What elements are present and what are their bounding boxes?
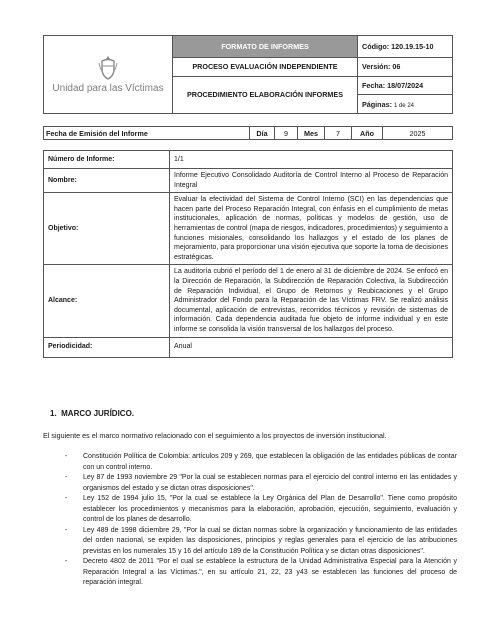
info-key: Nombre: [44,169,170,193]
emission-date-row [43,126,453,140]
list-item-text: Ley 87 de 1993 noviembre 29 "Por la cual se establecen normas para el ejercicio del control interno en las entidades y organismos del estado y se dictan otras disposiciones". [83,474,457,492]
info-key: Periodicidad: [44,337,170,357]
day-label: Día [250,127,275,140]
org-logo-text: Unidad para las Víctimas [52,83,164,94]
info-value: La auditoría cubrió el período del 1 de enero al 31 de diciembre de 2024. Se enfocó en la Dirección de Reparación, la Subdirección de Reparación Colectiva, la Subdirección de Reparación Individual, el Grupo de Retornos y Reubicaciones y el Grupo Administrador del Fondo para la Reparación de las Víctimas FRV. Se realizó análisis documental, aplicación de entrevistas, recorridos técnicos y revisión de sistemas de información. Cada dependencia auditada fue objeto de informe individual y en este informe se consolida la visión transversal de los hallazgos del proceso. [170,265,453,337]
intro-paragraph: El siguiente es el marco normativo relacionado con el seguimiento a los proyectos de inversión institucional. [43,431,387,440]
list-bullet: - [65,474,68,481]
form-title: FORMATO DE INFORMES [173,36,358,58]
month-value: 7 [325,127,352,140]
year-label: Año [352,127,383,140]
list-item [65,557,457,589]
info-value: Informe Ejecutivo Consolidado Auditoría de Control Interno al Proceso de Reparación Integral [170,169,453,193]
info-key: Objetivo: [44,193,170,265]
logo-cell [44,36,173,114]
info-value: Evaluar la efectividad del Sistema de Control Interno (SCI) en las dependencias que hacen parte del Proceso Reparación Integral, con énfasis en el cumplimiento de metas institucionales, aplicación de normas, políticas y modelos de gestión, uso de herramientas de control (mapa de riesgos, indicadores, procedimientos) y seguimiento a funciones misionales, consolidando los hallazgos y el estado de los planes de mejoramiento, para proporcionar una visión ejecutiva que soporte la toma de decisiones estratégicas. [170,193,453,265]
pages-label: Páginas: [362,99,392,109]
form-date: Fecha: 18/07/2024 [358,76,453,95]
coat-of-arms-icon [97,55,119,81]
info-key: Número de Informe: [44,151,170,169]
process-name: PROCESO EVALUACIÓN INDEPENDIENTE [173,58,358,77]
info-key: Alcance: [44,265,170,337]
section-number: 1. [50,409,57,418]
list-bullet: - [65,495,68,502]
pages-value: 1 de 24 [393,102,414,109]
page-count [358,95,453,114]
section-heading [50,409,134,418]
list-bullet: - [65,558,68,565]
emission-label: Fecha de Emisión del Informe [44,127,250,140]
info-row [44,169,453,193]
list-item-text: Constitución Política de Colombia: artículos 209 y 269, que establecen la obligación de las entidades públicas de contar con un control interno. [83,453,457,471]
list-item-text: Ley 152 de 1994 julio 15, "Por la cual se establece la Ley Orgánica del Plan de Desarrollo". Tiene como propósito establecer los procedimientos y mecanismos para la elaboración, aprobación, ejecución, seguimiento, evaluación y control de los planes de desarrollo. [83,495,457,523]
form-version: Versión: 06 [358,58,453,77]
list-bullet: - [65,526,68,534]
info-value: 1/1 [170,151,453,169]
form-code: Código: 120.19.15-10 [358,36,453,58]
info-row [44,265,453,337]
list-item-text: Decreto 4802 de 2011 "Por el cual se establece la estructura de la Unidad Administrativa Especial para la Atención y Reparación Integral a las Víctimas.", en su artículo 21, 22, 23 y43 se establecen las funciones del proceso de reparación integral. [83,558,457,586]
section-title: MARCO JURÍDICO. [61,409,135,418]
list-item [65,494,457,526]
list-item [65,473,457,494]
list-item [65,526,457,558]
info-row [44,151,453,169]
info-row [44,337,453,357]
info-row [44,193,453,265]
day-value: 9 [275,127,298,140]
list-bullet: - [65,453,68,460]
document-header [43,35,453,114]
month-label: Mes [298,127,325,140]
report-info-table [43,150,453,358]
list-item-text: Ley 489 de 1998 diciembre 29, "Por la cual se dictan normas sobre la organización y funcionamiento de las entidades del orden nacional, se expiden las disposiciones, principios y reglas generales para el ejercicio de las atribuciones previstas en los numerales 15 y 16 del artículo 189 de la Constitución Política y se dictan otras disposiciones". [83,526,457,555]
info-value: Anual [170,337,453,357]
year-value: 2025 [383,127,453,140]
procedure-name: PROCEDIMIENTO ELABORACIÓN INFORMES [173,76,358,113]
list-item [65,452,457,473]
legal-framework-list [65,452,457,589]
